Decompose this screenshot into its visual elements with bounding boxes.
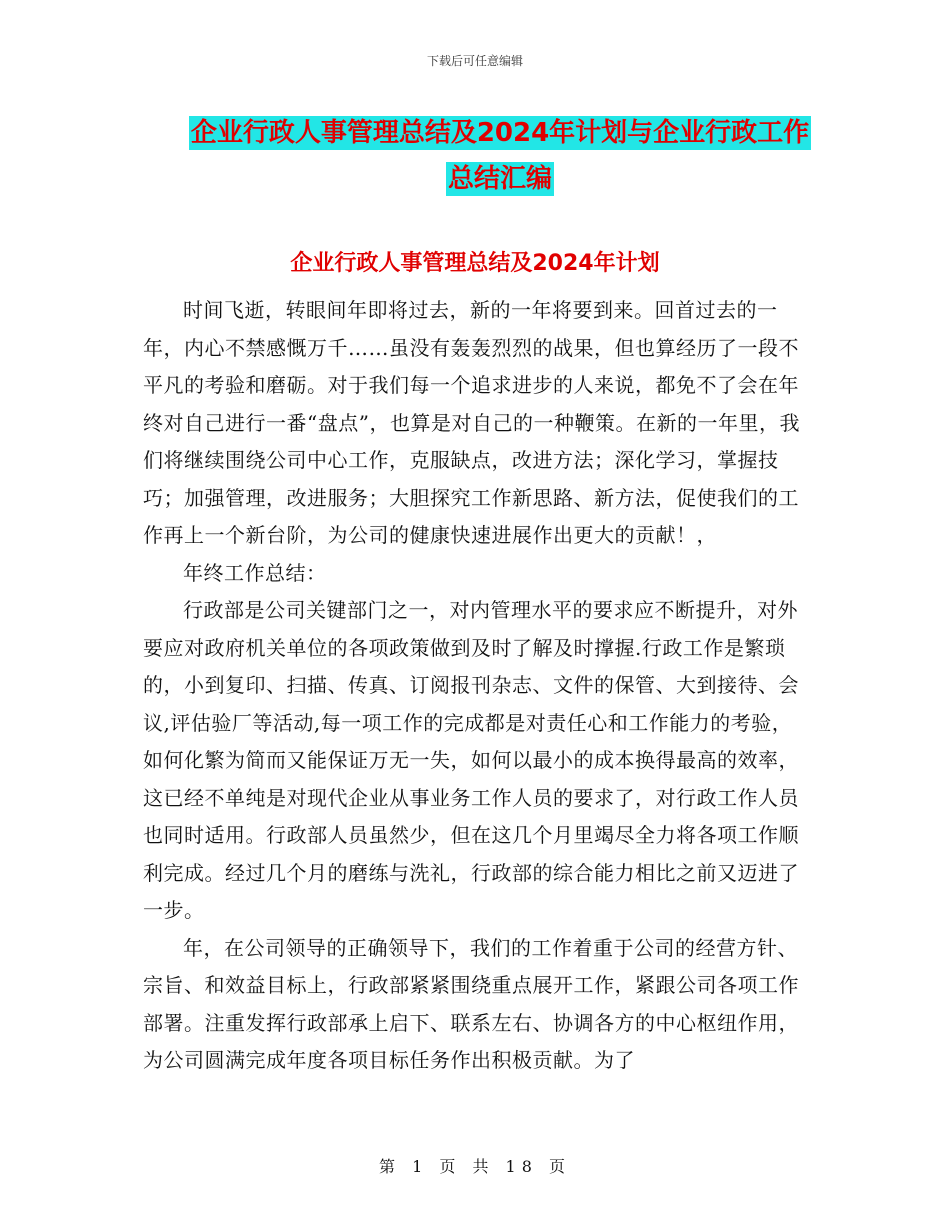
title-line-2: 总结汇编 (447, 164, 552, 194)
header-note: 下载后可任意编辑 (426, 54, 523, 68)
document-title (140, 110, 860, 202)
body-text (143, 292, 803, 1080)
paragraph-summary-heading: 年终工作总结： (183, 560, 327, 585)
paragraph-year-work: 年，在公司领导的正确领导下，我们的工作着重于公司的经营方针、宗旨、和效益目标上，行政部紧紧围绕重点展开工作，紧跟公司各项工作部署。注重发挥行政部承上启下、联系左右、协调各方的中心枢纽作用，为公司圆满完成年度各项目标任务作出积极贡献。为了 (143, 935, 799, 1072)
title-line-1: 企业行政人事管理总结及2024年计划与企业行政工作 (190, 118, 810, 148)
paragraph-admin-dept: 行政部是公司关键部门之一，对内管理水平的要求应不断提升，对外要应对政府机关单位的各项政策做到及时了解及时撑握.行政工作是繁琐的，小到复印、扫描、传真、订阅报刊杂志、文件的保管、大到接待、会议,评估验厂等活动,每一项工作的完成都是对责任心和工作能力的考验，如何化繁为简而又能保证万无一失，如何以最小的成本换得最高的效率，这已经不单纯是对现代企业从事业务工作人员的要求了，对行政工作人员也同时适用。行政部人员虽然少，但在这几个月里竭尽全力将各项工作顺利完成。经过几个月的磨练与洗礼，行政部的综合能力相比之前又迈进了一步。 (143, 598, 799, 922)
paragraph-intro: 时间飞逝，转眼间年即将过去，新的一年将要到来。回首过去的一年，内心不禁感慨万千……虽没有轰轰烈烈的战果，但也算经历了一段不平凡的考验和磨砺。对于我们每一个追求进步的人来说，都免不了会在年终对自己进行一番“盘点”，也算是对自己的一种鞭策。在新的一年里，我们将继续围绕公司中心工作，克服缺点，改进方法；深化学习，掌握技巧；加强管理，改进服务；大胆探究工作新思路、新方法，促使我们的工作再上一个新台阶，为公司的健康快速进展作出更大的贡献！， (143, 298, 800, 547)
page-footer: 第 1 页 共 18 页 (379, 1157, 571, 1176)
section-title: 企业行政人事管理总结及2024年计划 (290, 251, 660, 276)
